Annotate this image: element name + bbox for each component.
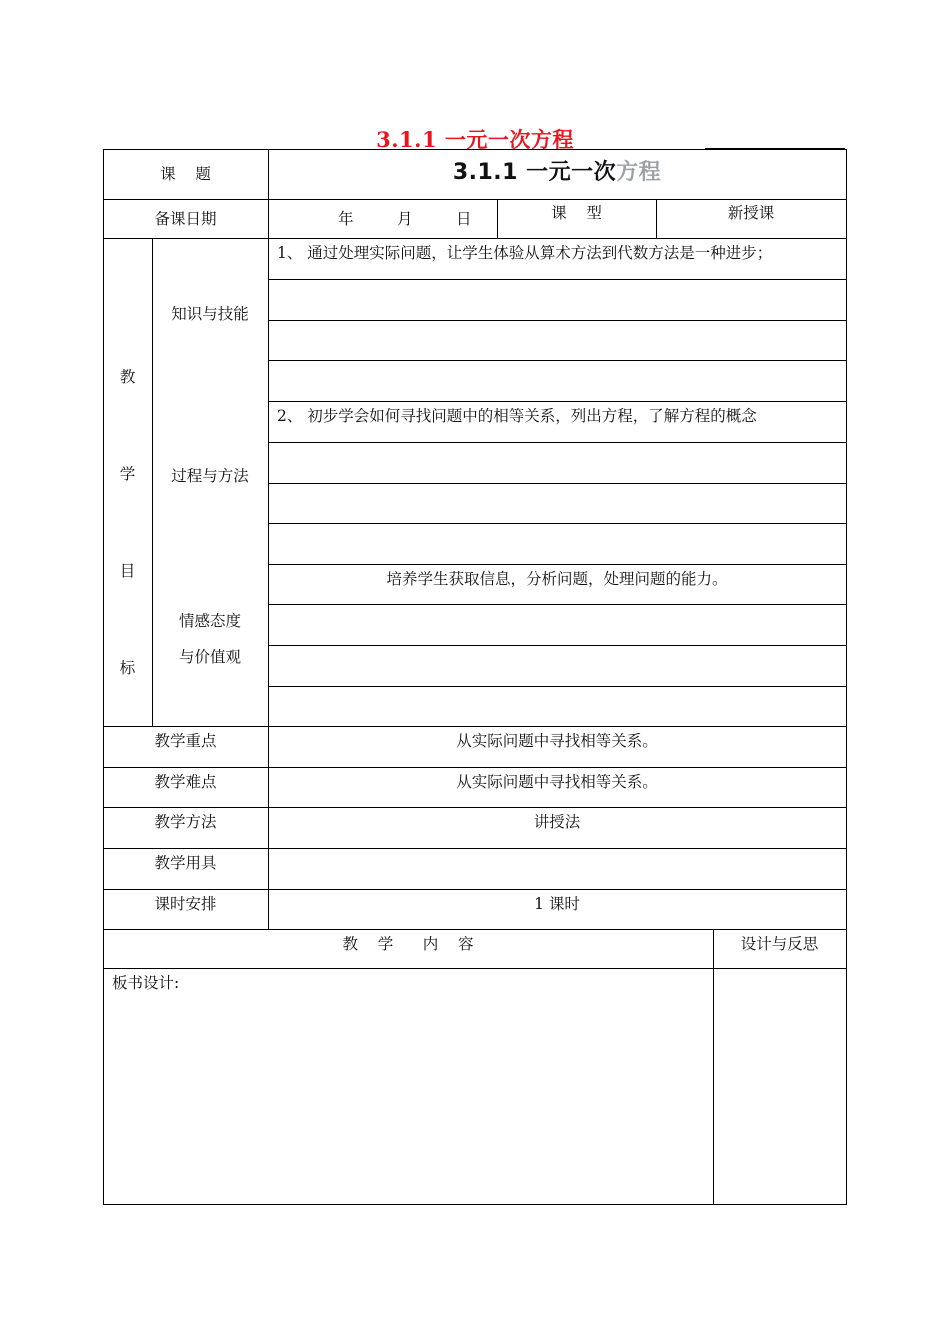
objectives-char: 教 — [119, 368, 136, 386]
row-divider — [103, 807, 847, 808]
topic-value-main: 3.1.1 一元一次 — [452, 160, 617, 185]
schedule-value: 1 课时 — [534, 895, 580, 913]
objectives-char: 学 — [119, 465, 136, 483]
key-point-value: 从实际问题中寻找相等关系。 — [456, 732, 658, 750]
knowledge-text: 1、 通过处理实际问题，让学生体验从算术方法到代数方法是一种进步； — [277, 244, 773, 262]
topic-label: 课 题 — [160, 165, 211, 183]
row-divider — [103, 238, 847, 239]
row-divider — [103, 767, 847, 768]
emotion-label-line2: 与价值观 — [178, 648, 241, 666]
row-divider — [268, 604, 847, 605]
emotion-text: 培养学生获取信息，分析问题，处理问题的能力。 — [386, 570, 728, 588]
difficulty-label: 教学难点 — [154, 773, 217, 791]
difficulty-value: 从实际问题中寻找相等关系。 — [456, 773, 658, 791]
objectives-char: 标 — [119, 659, 136, 677]
topic-value-faded: 方程 — [616, 160, 662, 185]
content-header: 教 学 内 容 — [342, 935, 474, 953]
column-divider — [713, 929, 714, 1205]
date-day: 日 — [456, 210, 472, 228]
date-label: 备课日期 — [154, 210, 217, 228]
row-divider — [268, 442, 847, 443]
row-divider — [268, 360, 847, 361]
date-month: 月 — [397, 210, 413, 228]
tools-label: 教学用具 — [154, 854, 217, 872]
row-divider — [103, 889, 847, 890]
type-label: 课 型 — [551, 204, 602, 222]
row-divider — [103, 929, 847, 930]
method-value: 讲授法 — [533, 813, 581, 831]
knowledge-label: 知识与技能 — [171, 305, 249, 323]
process-text: 2、 初步学会如何寻找问题中的相等关系，列出方程，了解方程的概念 — [277, 407, 757, 425]
board-design-label: 板书设计: — [112, 974, 180, 992]
row-divider — [103, 848, 847, 849]
row-divider — [268, 686, 847, 687]
method-label: 教学方法 — [154, 813, 217, 831]
topic-value — [268, 155, 846, 186]
objectives-char: 目 — [119, 562, 136, 580]
row-divider — [268, 564, 847, 565]
process-label: 过程与方法 — [171, 467, 249, 485]
date-year: 年 — [338, 210, 354, 228]
row-divider — [268, 483, 847, 484]
row-divider — [103, 968, 847, 969]
reflection-header: 设计与反思 — [740, 935, 819, 953]
row-divider — [103, 199, 847, 200]
document-title: 3.1.1 一元一次方程 — [376, 127, 574, 152]
row-divider — [268, 523, 847, 524]
type-value: 新授课 — [727, 204, 775, 222]
row-divider — [268, 645, 847, 646]
row-divider — [268, 401, 847, 402]
row-divider — [103, 726, 847, 727]
key-point-label: 教学重点 — [154, 732, 217, 750]
schedule-label: 课时安排 — [154, 895, 217, 913]
row-divider — [268, 279, 847, 280]
row-divider — [268, 320, 847, 321]
emotion-label-line1: 情感态度 — [178, 612, 241, 630]
